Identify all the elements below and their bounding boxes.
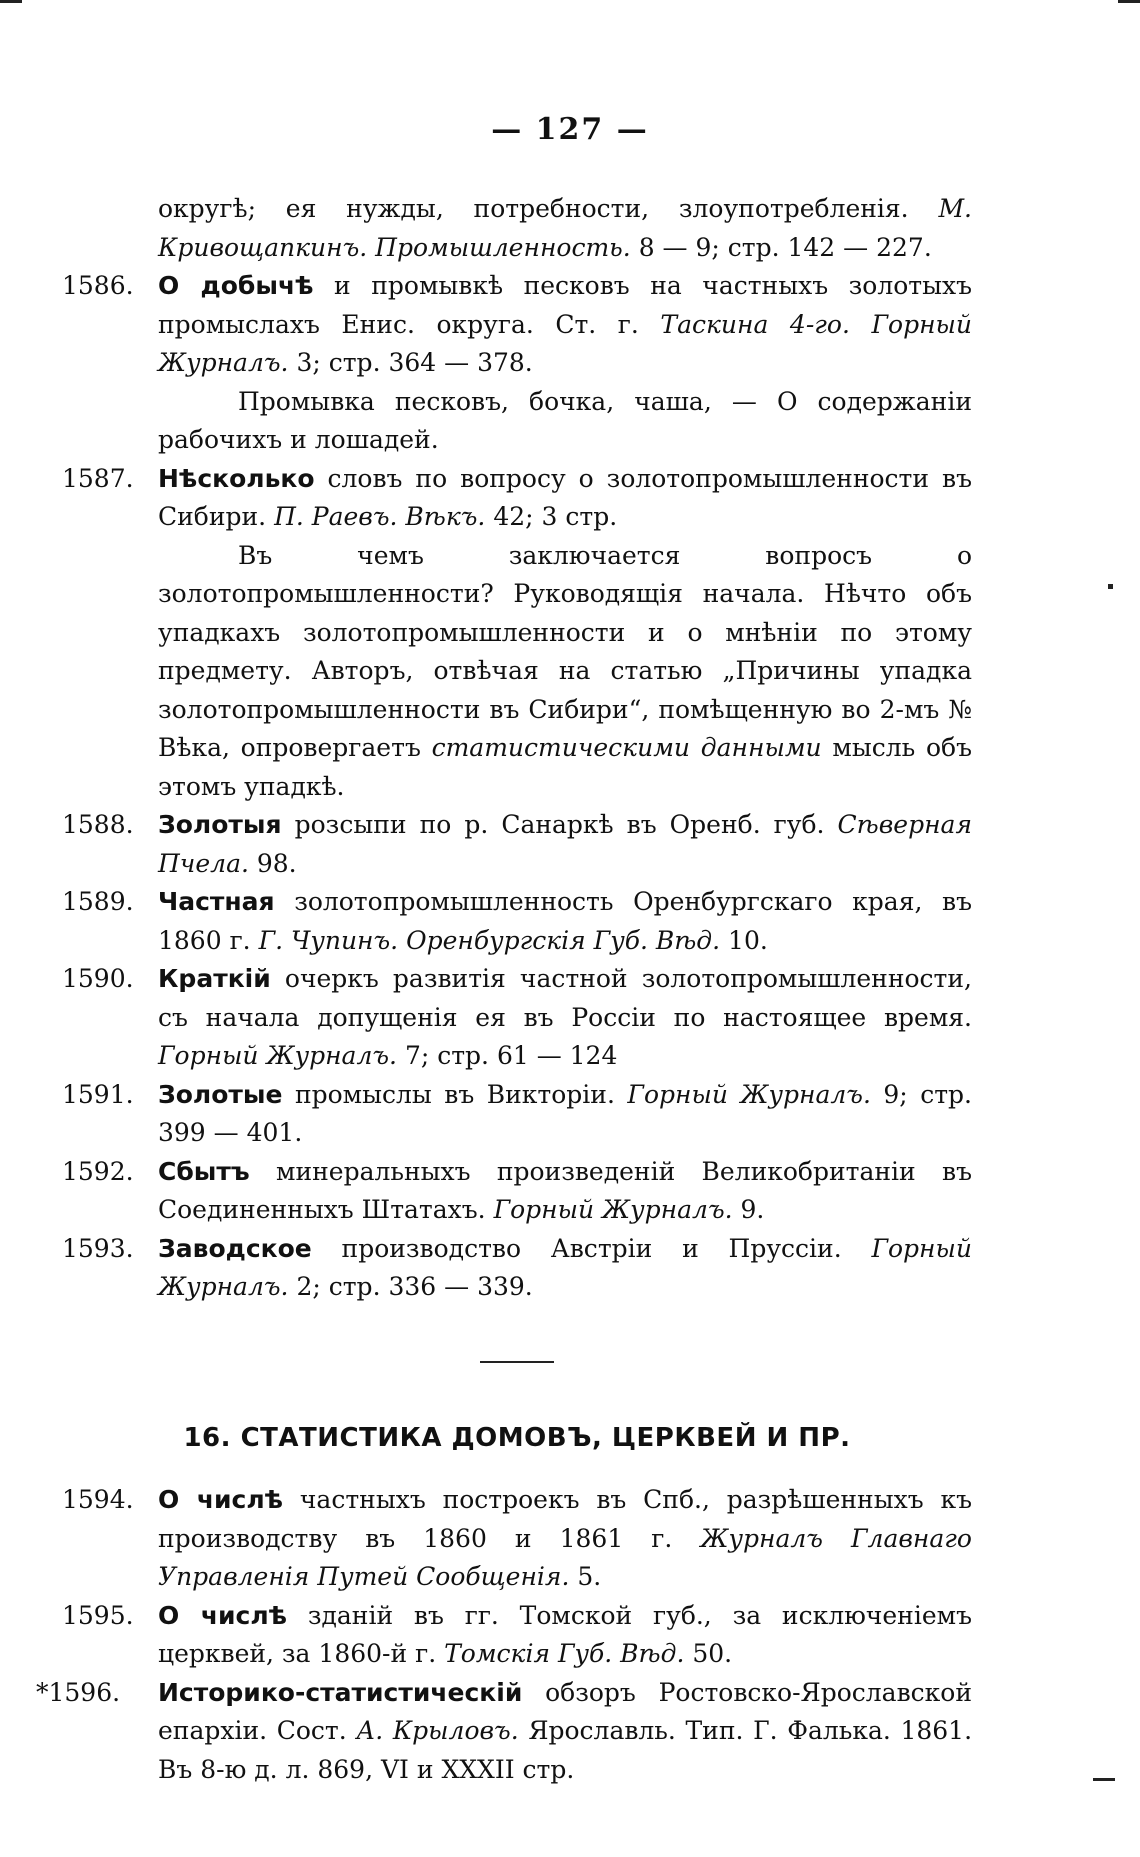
entry-source: Г. Чупинъ. Оренбургскія Губ. Вѣд.: [258, 925, 721, 955]
entry-ref: 9.: [740, 1195, 765, 1224]
entry-1588: [62, 806, 972, 883]
entry-ref: Ярославль. Тип. Г. Фалька. 1861. Въ 8-ю д. л. 869, VI и XXXII стр.: [158, 1716, 973, 1784]
entry-source: А. Крыловъ.: [356, 1716, 519, 1745]
entry-source: П. Раевъ. Вѣкъ.: [274, 502, 486, 531]
entry-text: и промывкѣ песковъ на частныхъ золотыхъ промыслахъ Енис. округа. Ст. г.: [158, 271, 972, 339]
continuation-text: округѣ; ея нужды, потребности, злоупотребленія.: [158, 194, 909, 223]
scan-mark: [1118, 0, 1140, 3]
entry-number: 1594.: [62, 1485, 134, 1514]
entry-number: 1592.: [62, 1156, 134, 1186]
entry-source: Горный Журналъ.: [158, 1233, 972, 1301]
page-number: — 127 —: [491, 112, 649, 147]
entry-ref: 7; стр. 61 — 124: [404, 1041, 618, 1070]
entry-number: 1590.: [62, 964, 134, 993]
entry-lead: Заводское: [158, 1233, 312, 1263]
entry-lead: Частная: [158, 887, 275, 916]
entry-1587: [62, 460, 972, 537]
page-body: [36, 190, 973, 1789]
entry-text: зданій въ гг. Томской губ., за исключеніемъ церквей, за 1860-й г.: [158, 1600, 972, 1668]
entry-1586-note: Промывка песковъ, бочка, чаша, — О содержаніи рабочихъ и лошадей.: [158, 386, 972, 454]
scan-mark: [1093, 1778, 1115, 1781]
section-divider: [480, 1361, 554, 1363]
entry-lead: Историко-статистическій: [158, 1677, 523, 1707]
entry-lead: Золотые: [158, 1079, 283, 1109]
entry-ref: 42; 3 стр.: [493, 502, 618, 531]
entry-1589: [62, 883, 972, 960]
continuation-source: М. Кривощапкинъ. Промышленность.: [158, 194, 972, 262]
entry-source: Горный Журналъ.: [158, 1041, 397, 1070]
entry-number: 1593.: [62, 1233, 134, 1263]
entry-1592: [62, 1153, 972, 1230]
entry-text: обзоръ Ростовско-Ярославской епархіи. Сост.: [158, 1677, 972, 1745]
entry-text: словъ по вопросу о золотопромышленности въ Сибири.: [158, 463, 972, 531]
entry-text: производство Австріи и Пруссіи.: [341, 1233, 842, 1263]
entry-number: *1596.: [36, 1677, 121, 1707]
entry-lead: Нѣсколько: [158, 463, 315, 493]
entry-ref: 50.: [692, 1639, 733, 1668]
note-text: Въ чемъ заключается вопросъ о золотопромышленности? Руководящія начала. Нѣчто объ упадкахъ золотопромышленности и о мнѣніи по этому предмету. Авторъ, отвѣчая на статью „Причины упадка золотопромышленности въ Сибири“, помѣщенную во 2-мъ № Вѣка, опровергаетъ: [158, 540, 972, 762]
entry-text: очеркъ развитія частной золотопромышленности, съ начала допущенія ея въ Россіи по настоящее время.: [158, 964, 972, 1032]
entry-lead: Краткій: [158, 964, 271, 993]
entry-number: 1586.: [62, 271, 134, 300]
entry-number: 1588.: [62, 810, 134, 839]
entry-number: 1589.: [62, 887, 134, 916]
entry-1594: [62, 1481, 972, 1597]
entry-1593: [62, 1230, 972, 1307]
scan-mark: [0, 0, 22, 3]
entry-source: Томскія Губ. Вѣд.: [444, 1639, 685, 1668]
entry-lead: Сбытъ: [158, 1156, 250, 1186]
entry-source: Журналъ Главнаго Управленія Путей Сообщенія.: [158, 1523, 972, 1591]
entry-text: промыслы въ Викторіи.: [294, 1079, 615, 1109]
entry-number: 1595.: [62, 1600, 134, 1630]
entry-lead: О числѣ: [158, 1485, 284, 1514]
entry-1587-note: [62, 537, 972, 807]
continuation-ref: 8 — 9; стр. 142 — 227.: [638, 232, 932, 262]
entry-source: Таскина 4-го. Горный Журналъ.: [158, 309, 973, 377]
entry-text: золотопромышленность Оренбургскаго края, въ 1860 г.: [158, 887, 973, 955]
entry-lead: О добычѣ: [158, 271, 314, 300]
entry-1586: [62, 267, 972, 383]
entry-ref: 98.: [256, 848, 297, 878]
continuation-paragraph: [62, 190, 972, 267]
entry-number: 1587.: [62, 463, 134, 493]
section-heading: 16. СТАТИСТИКА ДОМОВЪ, ЦЕРКВЕЙ И ПР.: [183, 1422, 851, 1453]
entry-ref: 10.: [728, 925, 768, 955]
scan-mark: [1108, 584, 1113, 589]
note-end: мысль объ этомъ упадкѣ.: [158, 733, 972, 801]
entry-1596: [36, 1674, 973, 1790]
entry-ref: 9; стр. 399 — 401.: [158, 1079, 972, 1147]
entry-ref: 2; стр. 336 — 339.: [296, 1272, 533, 1301]
entry-1595: [62, 1597, 972, 1674]
entry-lead: Золотыя: [158, 810, 282, 839]
entry-ref: 5.: [577, 1562, 602, 1591]
entry-source: Горный Журналъ.: [493, 1195, 733, 1224]
entry-source: Сѣверная Пчела.: [158, 810, 972, 878]
entry-number: 1591.: [62, 1079, 134, 1109]
entry-ref: 3; стр. 364 — 378.: [296, 348, 533, 377]
entry-1591: [62, 1076, 972, 1153]
entry-text: частныхъ построекъ въ Спб., разрѣшенныхъ къ производству въ 1860 и 1861 г.: [158, 1485, 972, 1553]
entry-1590: [62, 960, 972, 1076]
entry-source: Горный Журналъ.: [627, 1079, 871, 1109]
entry-text: розсыпи по р. Санаркѣ въ Оренб. губ.: [294, 810, 825, 839]
note-italic: статистическими данными: [431, 733, 822, 762]
entry-text: минеральныхъ произведеній Великобританіи въ Соединенныхъ Штатахъ.: [158, 1156, 972, 1224]
entry-lead: О числѣ: [158, 1600, 288, 1630]
